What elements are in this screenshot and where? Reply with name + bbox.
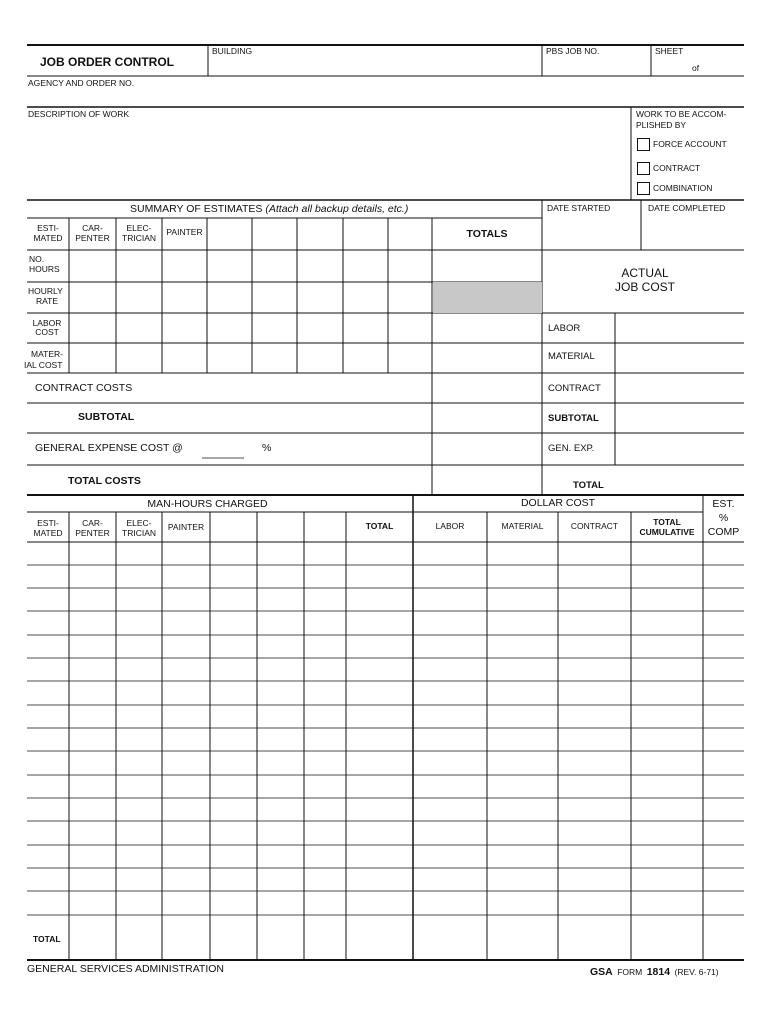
hourly-rate-label-2: RATE bbox=[35, 296, 59, 306]
form-number-value: 1814 bbox=[646, 966, 671, 978]
summary-elec-label-2: TRICIAN bbox=[122, 233, 156, 243]
building-label: BUILDING bbox=[212, 46, 253, 56]
summary-subtotal-label: SUBTOTAL bbox=[78, 411, 135, 423]
summary-title-text: SUMMARY OF ESTIMATES bbox=[130, 203, 263, 215]
ledger-total-cumulative-label-2: CUMULATIVE bbox=[639, 527, 695, 537]
summary-totals-label: TOTALS bbox=[466, 228, 508, 240]
material-cost-label-2: IAL COST bbox=[24, 360, 63, 370]
dollar-cost-label: DOLLAR COST bbox=[520, 497, 596, 509]
hourly-rate-label-1: HOURLY bbox=[28, 286, 63, 296]
est-comp-label-3: COMP bbox=[707, 526, 740, 538]
summary-title-note: (Attach all backup details, etc.) bbox=[265, 203, 409, 215]
no-hours-label-1: NO. bbox=[29, 254, 45, 264]
form-word: FORM bbox=[617, 967, 643, 977]
ledger-esti-label-1: ESTI- bbox=[37, 518, 59, 528]
ledger-elec-label-1: ELEC- bbox=[126, 518, 152, 528]
ledger-total-cumulative-label-1: TOTAL bbox=[653, 517, 681, 527]
actual-subtotal-label: SUBTOTAL bbox=[548, 413, 599, 424]
force-account-checkbox[interactable] bbox=[637, 138, 650, 151]
est-comp-label-2: % bbox=[718, 512, 729, 524]
ledger-footer-total-label: TOTAL bbox=[33, 934, 61, 944]
work-to-be-label-2: PLISHED BY bbox=[636, 120, 687, 130]
actual-material-label: MATERIAL bbox=[548, 351, 595, 362]
form-revision: (REV. 6-71) bbox=[674, 967, 719, 977]
est-comp-label-1: EST. bbox=[712, 498, 735, 510]
summary-painter-label: PAINTER bbox=[166, 227, 203, 237]
labor-cost-label-2: COST bbox=[35, 327, 59, 337]
sheet-label: SHEET bbox=[655, 46, 684, 56]
form-title: JOB ORDER CONTROL bbox=[40, 55, 175, 69]
sheet-of-label: of bbox=[692, 63, 700, 73]
footer-agency: GENERAL SERVICES ADMINISTRATION bbox=[27, 963, 225, 975]
ledger-contract-label: CONTRACT bbox=[570, 521, 619, 531]
actual-title-1: ACTUAL bbox=[621, 266, 669, 280]
date-started-label: DATE STARTED bbox=[547, 203, 611, 213]
material-cost-label-1: MATER- bbox=[31, 349, 63, 359]
summary-esti-label-1: ESTI- bbox=[37, 223, 59, 233]
summary-esti-label-2: MATED bbox=[33, 233, 63, 243]
contract-checkbox[interactable] bbox=[637, 162, 650, 175]
form-number bbox=[590, 963, 719, 979]
summary-car-label-1: CAR- bbox=[82, 223, 103, 233]
combination-checkbox[interactable] bbox=[637, 182, 650, 195]
contract-costs-label: CONTRACT COSTS bbox=[35, 382, 133, 394]
force-account-label: FORCE ACCOUNT bbox=[653, 139, 727, 149]
actual-title-2: JOB COST bbox=[614, 280, 675, 294]
ledger-labor-label: LABOR bbox=[435, 521, 465, 531]
ledger-total-label: TOTAL bbox=[365, 521, 394, 531]
ledger-car-label-2: PENTER bbox=[75, 528, 110, 538]
gen-expense-percent: % bbox=[262, 442, 272, 454]
labor-cost-label-1: LABOR bbox=[32, 318, 62, 328]
man-hours-charged-label: MAN-HOURS CHARGED bbox=[147, 498, 268, 510]
combination-label: COMBINATION bbox=[653, 183, 713, 193]
form-gsa: GSA bbox=[590, 966, 613, 978]
summary-car-label-2: PENTER bbox=[75, 233, 110, 243]
work-to-be-label-1: WORK TO BE ACCOM- bbox=[636, 109, 727, 119]
actual-gen-exp-label: GEN. EXP. bbox=[548, 443, 595, 454]
no-hours-label-2: HOURS bbox=[29, 264, 60, 274]
actual-labor-label: LABOR bbox=[548, 323, 581, 334]
pbs-job-no-label: PBS JOB NO. bbox=[546, 46, 600, 56]
ledger-painter-label: PAINTER bbox=[167, 522, 205, 532]
summary-elec-label-1: ELEC- bbox=[126, 223, 152, 233]
summary-title bbox=[130, 204, 408, 215]
agency-order-label: AGENCY AND ORDER NO. bbox=[28, 78, 135, 88]
ledger-esti-label-2: MATED bbox=[33, 528, 63, 538]
date-completed-label: DATE COMPLETED bbox=[648, 203, 726, 213]
contract-label: CONTRACT bbox=[653, 163, 701, 173]
actual-contract-label: CONTRACT bbox=[548, 383, 601, 394]
description-label: DESCRIPTION OF WORK bbox=[28, 109, 130, 119]
ledger-car-label-1: CAR- bbox=[82, 518, 103, 528]
gen-expense-label: GENERAL EXPENSE COST @ bbox=[35, 442, 183, 454]
shaded-cell bbox=[433, 282, 542, 313]
ledger-elec-label-2: TRICIAN bbox=[122, 528, 156, 538]
actual-total-label: TOTAL bbox=[573, 480, 604, 491]
total-costs-label: TOTAL COSTS bbox=[68, 475, 141, 487]
ledger-material-label: MATERIAL bbox=[501, 521, 544, 531]
